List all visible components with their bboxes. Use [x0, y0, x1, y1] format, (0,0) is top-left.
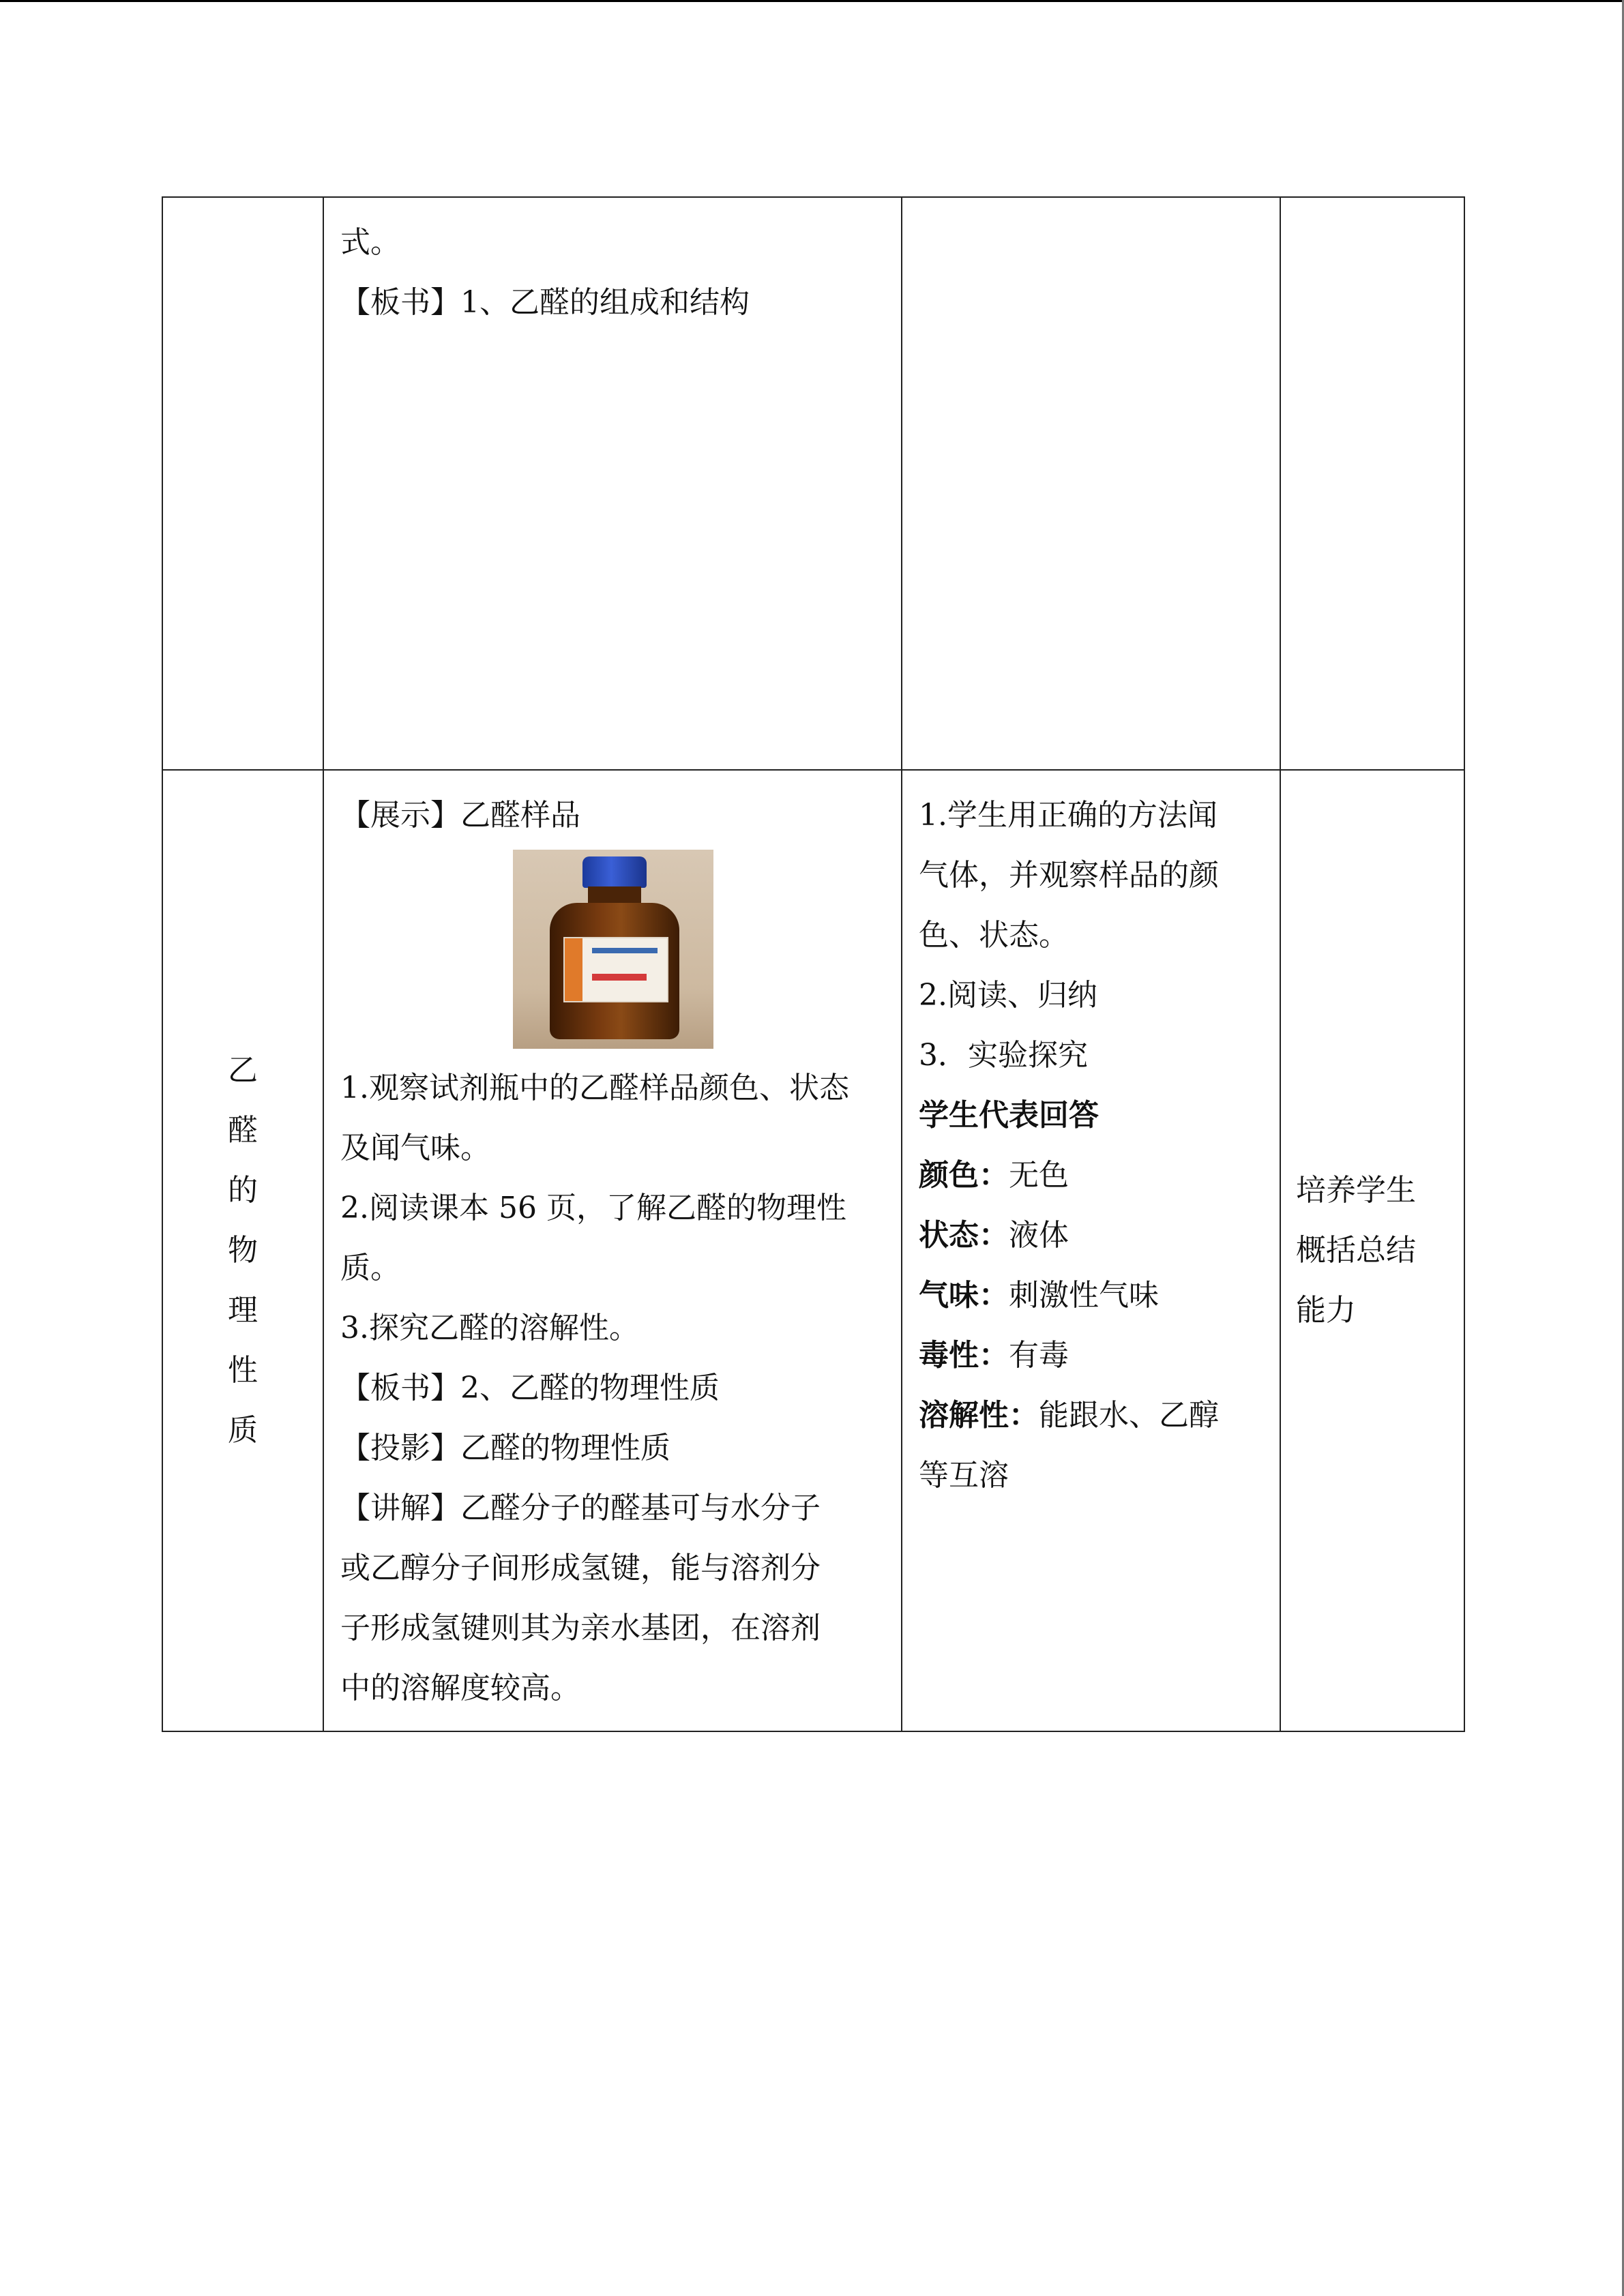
text-line: 2.阅读课本 56 页，了解乙醛的物理性: [340, 1191, 846, 1225]
topic-cell-empty: [162, 197, 323, 770]
text-line: 等互溶: [919, 1458, 1009, 1493]
student-activity-cell-empty: [902, 197, 1280, 770]
text-line: 1.学生用正确的方法闻: [919, 798, 1217, 833]
text-line: 气体，并观察样品的颜: [919, 858, 1219, 893]
topic-char: 理: [228, 1293, 258, 1328]
text-line: 能力: [1296, 1293, 1356, 1328]
text-line: 2.阅读、归纳: [919, 978, 1097, 1013]
page-top-edge: [0, 0, 1624, 2]
text-line: 3.探究乙醛的溶解性。: [340, 1311, 639, 1345]
topic-char: 醛: [228, 1113, 258, 1148]
acetaldehyde-bottle-image: [513, 850, 713, 1049]
text-line: 【板书】1、乙醛的组成和结构: [340, 285, 750, 320]
text-line: 概括总结: [1296, 1233, 1416, 1268]
text-line: 色、状态。: [919, 918, 1069, 953]
text-line: 或乙醇分子间形成氢键，能与溶剂分: [340, 1551, 821, 1585]
text-line: 【板书】2、乙醛的物理性质: [340, 1371, 720, 1405]
show-sample-line: 【展示】乙醛样品: [340, 798, 580, 833]
text-line: 子形成氢键则其为亲水基团，在溶剂: [340, 1611, 821, 1645]
text-line: 式。: [340, 225, 400, 260]
property-row: 溶解性：能跟水、乙醇: [919, 1398, 1219, 1433]
text-line: 【投影】乙醛的物理性质: [340, 1431, 670, 1465]
property-row: 毒性：有毒: [919, 1338, 1069, 1373]
text-line: 培养学生: [1296, 1173, 1416, 1208]
text-line: 中的溶解度较高。: [340, 1671, 580, 1705]
property-row: 颜色：无色: [919, 1158, 1069, 1193]
text-line: 3．实验探究: [919, 1038, 1088, 1073]
table-row: [162, 197, 1464, 770]
purpose-cell-empty: [1280, 197, 1464, 770]
text-line: 【讲解】乙醛分子的醛基可与水分子: [340, 1491, 821, 1525]
text-line: 质。: [340, 1251, 400, 1285]
teacher-activity-cell: [323, 770, 902, 1731]
topic-char: 乙: [228, 1053, 258, 1088]
text-line: 1.观察试剂瓶中的乙醛样品颜色、状态: [340, 1071, 849, 1105]
property-row: 气味：刺激性气味: [919, 1278, 1159, 1313]
lesson-plan-table: [162, 196, 1465, 1732]
table-row: [162, 770, 1464, 1731]
student-activity-cell: [902, 770, 1280, 1731]
text-line: 及闻气味。: [340, 1131, 490, 1165]
teacher-activity-cell: [323, 197, 902, 770]
purpose-cell: [1280, 770, 1464, 1731]
topic-cell: [162, 770, 323, 1731]
property-row: 状态：液体: [919, 1218, 1069, 1253]
topic-char: 物: [228, 1233, 258, 1268]
topic-char: 的: [228, 1173, 258, 1208]
topic-char: 质: [228, 1413, 258, 1448]
topic-char: 性: [228, 1353, 258, 1388]
answer-heading: 学生代表回答: [919, 1098, 1099, 1133]
